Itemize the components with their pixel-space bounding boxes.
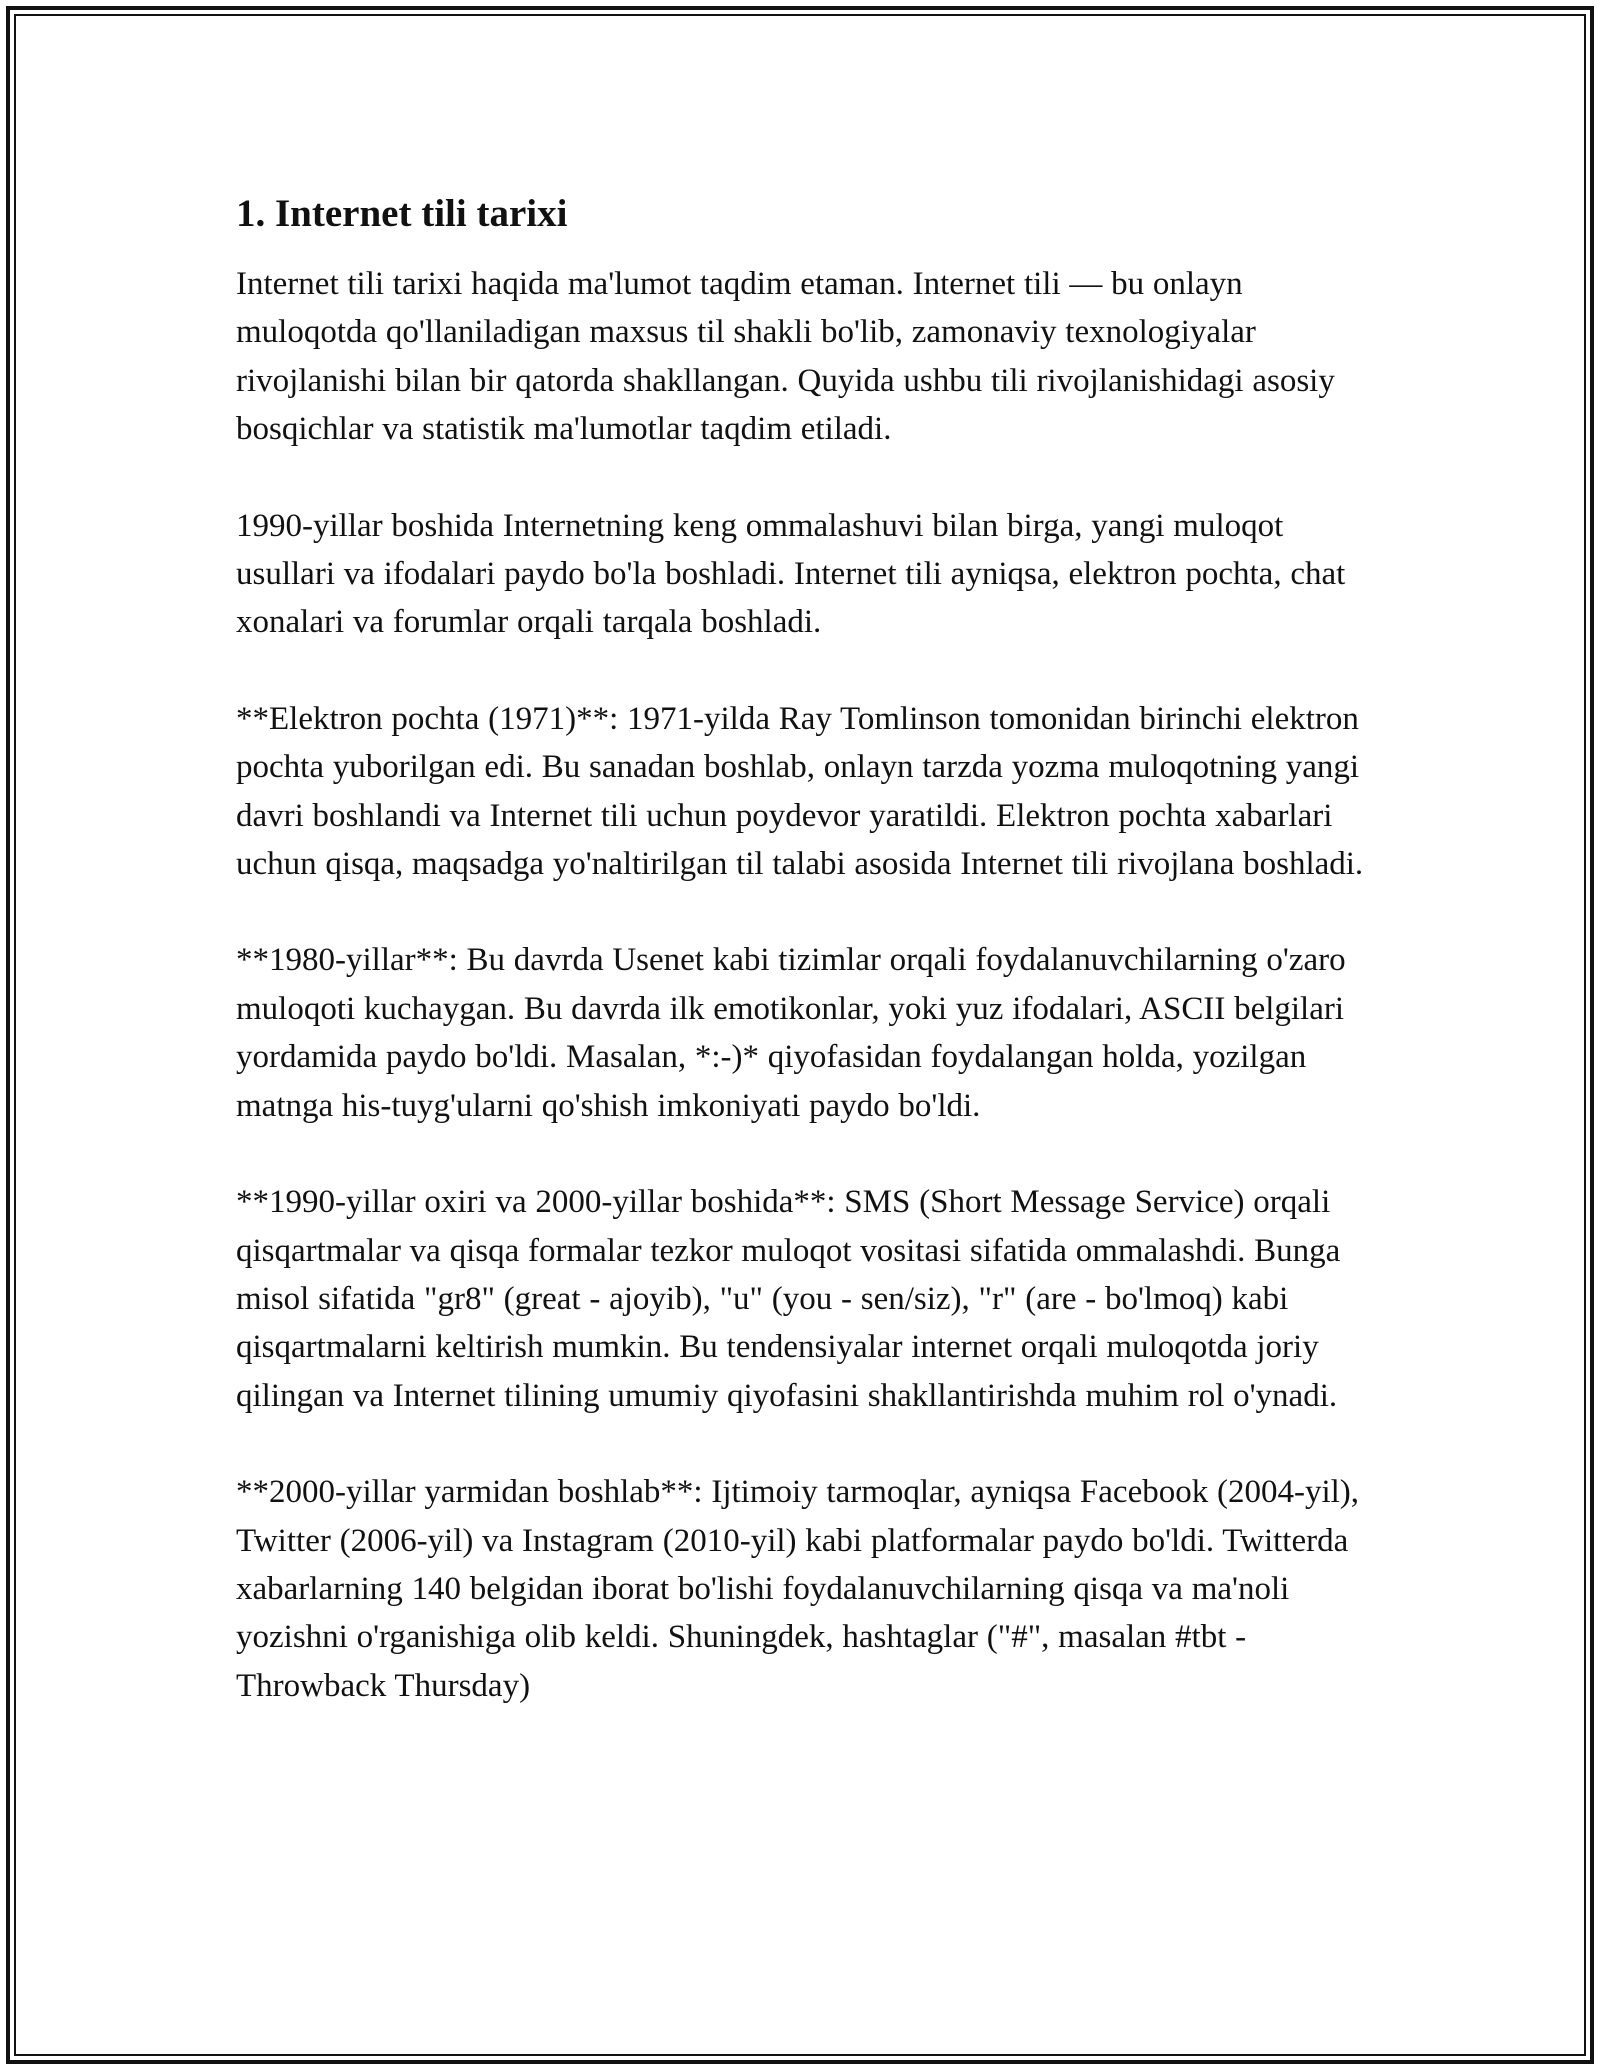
paragraph-late-1990s-sms: **1990-yillar oxiri va 2000-yillar boshida**: SMS (Short Message Service) orqali qisqartmalar va qisqa formalar tezkor muloqot vositasi sifatida ommalashdi. Bunga misol sifatida "gr8" (great - ajoyib), "u" (you - sen/siz), "r" (are - bo'lmoq) kabi qisqartmalarni keltirish mumkin. Bu tendensiyalar internet orqali muloqotda joriy qilingan va Internet tilining umumiy qiyofasini shakllantirishda muhim rol o'ynadi. xyxy=(236,1184,1341,1414)
paragraph-intro: Internet tili tarixi haqida ma'lumot taqdim etaman. Internet tili — bu onlayn muloqotda qo'llaniladigan maxsus til shakli bo'lib, zamonaviy texnologiyalar rivojlanishi bilan bir qatorda shakllangan. Quyida ushbu tili rivojlanishidagi asosiy bosqichlar va statistik ma'lumotlar taqdim etiladi. xyxy=(236,266,1335,448)
document-title: 1. Internet tili tarixi xyxy=(236,192,568,235)
document-page xyxy=(236,188,1366,1710)
paragraph-social-media: **2000-yillar yarmidan boshlab**: Ijtimoiy tarmoqlar, ayniqsa Facebook (2004-yil), Twitter (2006-yil) va Instagram (2010-yil) kabi platformalar paydo bo'ldi. Twitterda xabarlarning 140 belgidan iborat bo'lishi foydalanuvchilarning qisqa va ma'noli yozishni o'rganishiga olib keldi. Shuningdek, hashtaglar ("#", masalan #tbt - Throwback Thursday) xyxy=(236,1474,1360,1704)
paragraph-1990s-start: 1990-yillar boshida Internetning keng ommalashuvi bilan birga, yangi muloqot usullari va ifodalari paydo bo'la boshladi. Internet tili ayniqsa, elektron pochta, chat xonalari va forumlar orqali tarqala boshladi. xyxy=(236,507,1346,641)
paragraph-1980s: **1980-yillar**: Bu davrda Usenet kabi tizimlar orqali foydalanuvchilarning o'zaro muloqoti kuchaygan. Bu davrda ilk emotikonlar, yoki yuz ifodalari, ASCII belgilari yordamida paydo bo'ldi. Masalan, *:-)* qiyofasidan foydalangan holda, yozilgan matnga his-tuyg'ularni qo'shish imkoniyati paydo bo'ldi. xyxy=(236,942,1346,1124)
paragraph-email-1971: **Elektron pochta (1971)**: 1971-yilda Ray Tomlinson tomonidan birinchi elektron pochta yuborilgan edi. Bu sanadan boshlab, onlayn tarzda yozma muloqotning yangi davri boshlandi va Internet tili uchun poydevor yaratildi. Elektron pochta xabarlari uchun qisqa, maqsadga yo'naltirilgan til talabi asosida Internet tili rivojlana boshladi. xyxy=(236,700,1364,883)
